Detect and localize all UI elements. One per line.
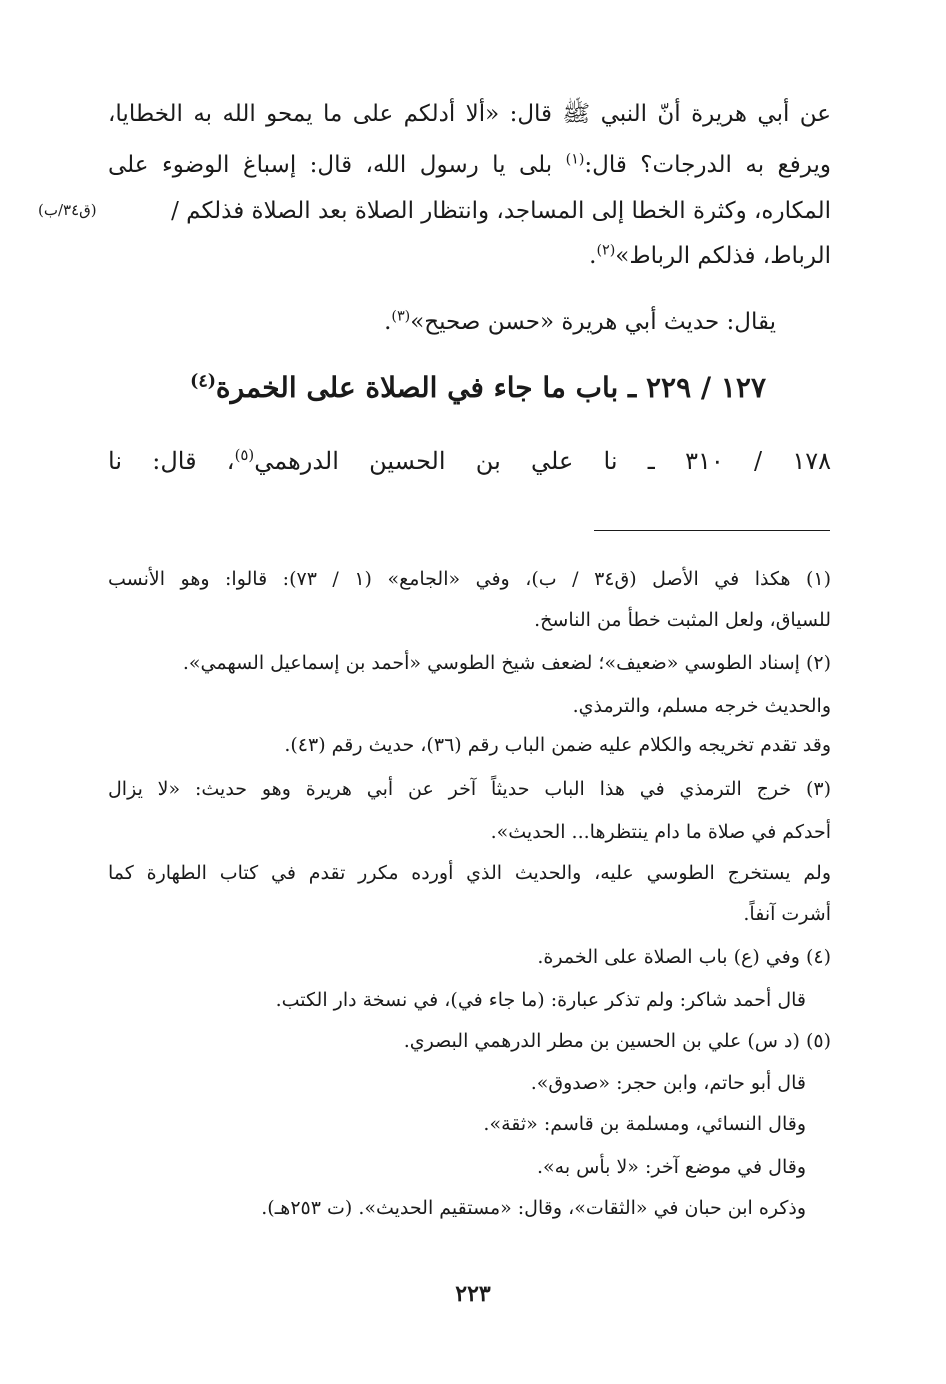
footnote-ref-3[interactable]: (٣) (391, 308, 411, 325)
footnote-5-line-3 (483, 1107, 806, 1141)
body-line-2-text-a: ويرفع به الدرجات؟ قال: (584, 152, 831, 178)
manuscript-folio-marker (38, 196, 97, 224)
hadith-text-b: ، قال: نا (108, 447, 235, 475)
hadith-text-a: ١٧٨ / ٣١٠ ـ نا علي بن الحسين الدرهمي (254, 447, 831, 475)
footnote-1-line-1 (108, 562, 831, 596)
chapter-title: ١٢٧ / ٢٢٩ ـ باب ما جاء في الصلاة على الخمرة (215, 371, 766, 404)
grading-line-text-b: . (384, 309, 392, 335)
footnote-4-line-2 (276, 983, 806, 1017)
footnote-3-text-4: أشرت آنفاً. (743, 903, 831, 925)
body-line-1 (108, 94, 831, 134)
footnote-2-text-2: والحديث خرجه مسلم، والترمذي. (572, 695, 831, 717)
footnote-1-line-2 (534, 603, 831, 637)
footnote-2-line-3 (284, 728, 831, 762)
footnote-3-line-4 (743, 897, 831, 931)
body-line-3 (171, 191, 831, 231)
grading-line (384, 302, 776, 342)
footnote-1-text-1: (١) هكذا في الأصل (ق٣٤ / ب)، وفي «الجامع» (١ / ٧٣): قالوا: وهو الأنسب (108, 568, 831, 590)
footnote-5-text-5: وذكره ابن حبان في «الثقات»، وقال: «مستقيم الحديث». (ت ٢٥٣هـ). (261, 1197, 806, 1219)
footnote-3-text-2: أحدكم في صلاة ما دام ينتظرها... الحديث». (490, 821, 831, 843)
footnote-5-line-2 (531, 1066, 806, 1100)
footnote-4-line-1 (537, 940, 831, 974)
footnote-1-text-2: للسياق، ولعل المثبت خطأ من الناسخ. (534, 609, 831, 631)
body-line-4 (589, 236, 831, 276)
body-line-2-text-b: بلى يا رسول الله، قال: إسباغ الوضوء على (108, 152, 566, 178)
footnote-3-line-2 (491, 815, 831, 849)
margin-note-text: (ق٣٤/ب) (38, 201, 97, 219)
footnote-5-text-2: قال أبو حاتم، وابن حجر: «صدوق». (530, 1072, 806, 1094)
footnote-3-line-1 (108, 772, 831, 806)
footnote-5-line-1 (404, 1024, 831, 1058)
footnote-3-line-3 (108, 856, 831, 890)
footnote-4-text-2: قال أحمد شاكر: ولم تذكر عبارة: (ما جاء في)، في نسخة دار الكتب. (275, 989, 806, 1011)
hadith-isnad-line (108, 441, 831, 481)
footnote-ref-1[interactable]: (١) (565, 151, 585, 168)
footnote-5-line-5 (261, 1191, 806, 1225)
footnote-4-text-1: (٤) وفي (ع) باب الصلاة على الخمرة. (537, 946, 831, 968)
footnote-3-text-3: ولم يستخرج الطوسي عليه، والحديث الذي أورده مكرر تقدم في كتاب الطهارة كما (108, 862, 831, 884)
body-line-4-text-b: . (589, 243, 597, 269)
body-line-3-text: المكاره، وكثرة الخطا إلى المساجد، وانتظار الصلاة بعد الصلاة فذلكم / (171, 198, 831, 224)
footnote-2-text-3: وقد تقدم تخريجه والكلام عليه ضمن الباب رقم (٣٦)، حديث رقم (٤٣). (284, 734, 831, 756)
grading-line-text-a: يقال: حديث أبي هريرة «حسن صحيح» (410, 309, 776, 335)
footnote-5-text-3: وقال النسائي، ومسلمة بن قاسم: «ثقة». (483, 1113, 806, 1135)
footnote-ref-4[interactable]: (٤) (190, 371, 216, 392)
body-line-2 (108, 145, 831, 185)
footnote-2-line-1 (183, 646, 831, 680)
page-number: ٢٢٣ (455, 1281, 491, 1307)
footnote-separator (594, 530, 830, 531)
footnote-ref-2[interactable]: (٢) (596, 242, 616, 259)
footnote-2-line-2 (573, 689, 831, 723)
footnote-5-line-4 (537, 1150, 806, 1184)
footnote-ref-5[interactable]: (٥) (234, 446, 255, 464)
chapter-heading (190, 366, 766, 410)
footnote-2-text-1: (٢) إسناد الطوسي «ضعيف»؛ لضعف شيخ الطوسي «أحمد بن إسماعيل السهمي». (182, 652, 831, 674)
footnote-5-text-1: (٥) (د س) علي بن الحسين بن مطر الدرهمي البصري. (403, 1030, 831, 1052)
body-line-4-text-a: الرباط، فذلكم الرباط» (615, 243, 831, 269)
body-line-1-text: عن أبي هريرة أنّ النبي ﷺ قال: «ألا أدلكم على ما يمحو الله به الخطايا، (108, 101, 831, 127)
footnote-3-text-1: (٣) خرج الترمذي في هذا الباب حديثاً آخر عن أبي هريرة وهو حديث: «لا يزال (108, 778, 831, 800)
footnote-5-text-4: وقال في موضع آخر: «لا بأس به». (536, 1156, 806, 1178)
